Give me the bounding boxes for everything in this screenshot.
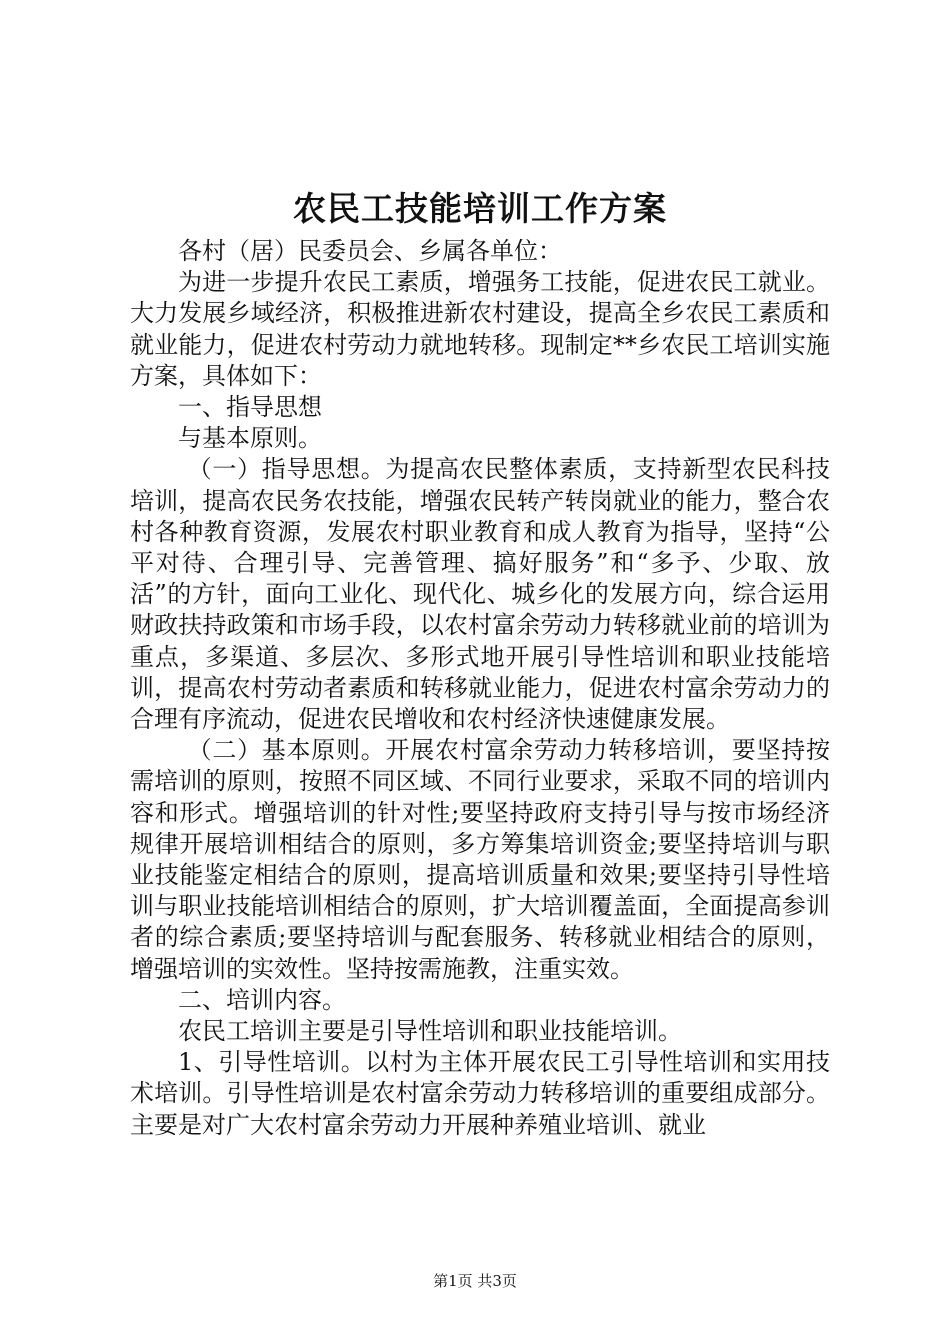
intro-paragraph: 为进一步提升农民工素质，增强务工技能，促进农民工就业。大力发展乡域经济，积极推进新农村建设，提高全乡农民工素质和就业能力，促进农村劳动力就地转移。现制定**乡农民工培训实施方案，具体如下： bbox=[130, 268, 830, 390]
basic-principles-paragraph: （二）基本原则。开展农村富余劳动力转移培训，要坚持按需培训的原则，按照不同区域、不同行业要求，采取不同的培训内容和形式。增强培训的针对性;要坚持政府支持引导与按市场经济规律开展培训相结合的原则，多方筹集培训资金;要坚持培训与职业技能鉴定相结合的原则，提高培训质量和效果;要坚持引导性培训与职业技能培训相结合的原则，扩大培训覆盖面，全面提高参训者的综合素质;要坚持培训与配套服务、转移就业相结合的原则，增强培训的实效性。坚持按需施教，注重实效。 bbox=[130, 736, 830, 983]
section-heading-training-content: 二、培训内容。 bbox=[178, 985, 346, 1014]
salutation: 各村（居）民委员会、乡属各单位： bbox=[178, 237, 562, 265]
document-body bbox=[130, 186, 830, 1141]
guiding-ideology-paragraph: （一）指导思想。为提高农民整体素质，支持新型农民科技培训，提高农民务农技能，增强农民转产转岗就业的能力，整合农村各种教育资源，发展农村职业教育和成人教育为指导，坚持“公平对待、合理引导、完善管理、搞好服务”和“多予、少取、放活”的方针，面向工业化、现代化、城乡化的发展方向，综合运用财政扶持政策和市场手段，以农村富余劳动力转移就业前的培训为重点，多渠道、多层次、多形式地开展引导性培训和职业技能培训，提高农村劳动者素质和转移就业能力，促进农村富余劳动力的合理有序流动，促进农民增收和农村经济快速健康发展。 bbox=[130, 455, 830, 734]
document-title: 农民工技能培训工作方案 bbox=[293, 189, 667, 228]
training-content-summary: 农民工培训主要是引导性培训和职业技能培训。 bbox=[178, 1017, 682, 1046]
section-heading-basic-principles: 与基本原则。 bbox=[178, 424, 322, 453]
section-heading-guiding-ideology: 一、指导思想 bbox=[178, 393, 322, 422]
page-footer: 第1页 共3页 bbox=[433, 1272, 517, 1290]
orientation-training-paragraph: 1、引导性培训。以村为主体开展农民工引导性培训和实用技术培训。引导性培训是农村富余劳动力转移培训的重要组成部分。主要是对广大农村富余劳动力开展种养殖业培训、就业 bbox=[130, 1048, 830, 1139]
